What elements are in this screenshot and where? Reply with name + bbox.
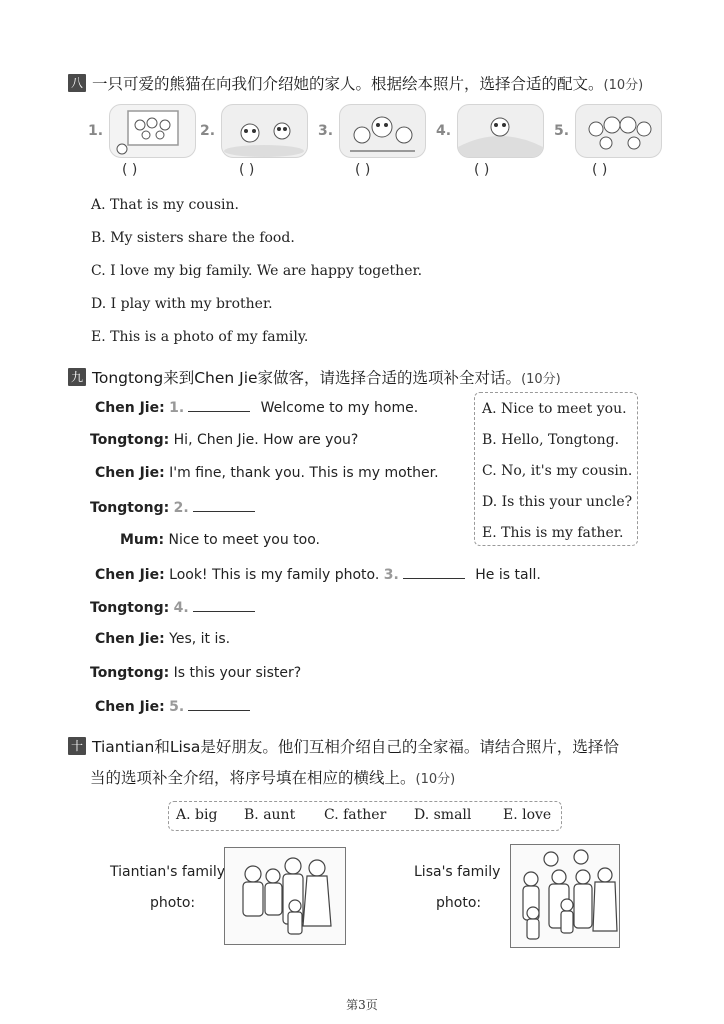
picture-number: 5. bbox=[554, 123, 570, 139]
speaker: Chen Jie: bbox=[95, 631, 165, 647]
section-8-score: (10分) bbox=[603, 77, 644, 93]
line-text: Welcome to my home. bbox=[260, 400, 419, 416]
answer-bracket-5[interactable]: ( ) bbox=[592, 162, 608, 178]
lisa-caption-line2: photo: bbox=[436, 895, 482, 911]
speaker: Tongtong: bbox=[90, 432, 170, 448]
section-10-instruction-line1: Tiantian和Lisa是好朋友。他们互相介绍自己的全家福。请结合照片，选择恰 bbox=[92, 738, 619, 756]
word-e: E. love bbox=[503, 807, 552, 823]
speaker: Chen Jie: bbox=[95, 400, 165, 416]
line-text: I'm fine, thank you. This is my mother. bbox=[169, 465, 439, 481]
section-9-badge: 九 bbox=[68, 368, 86, 386]
tiantian-family-photo-icon bbox=[224, 847, 346, 945]
speaker: Chen Jie: bbox=[95, 465, 165, 481]
box-option-a: A. Nice to meet you. bbox=[482, 401, 627, 417]
pandas-playing-icon bbox=[221, 104, 308, 158]
blank-number: 5. bbox=[169, 699, 185, 715]
speaker: Tongtong: bbox=[90, 600, 170, 616]
speaker: Chen Jie: bbox=[95, 699, 165, 715]
line-text: Look! This is my family photo. bbox=[169, 567, 380, 583]
line-text: Hi, Chen Jie. How are you? bbox=[173, 432, 359, 448]
dialogue-line-5 bbox=[120, 532, 320, 548]
option-b: B. My sisters share the food. bbox=[91, 230, 295, 246]
answer-bracket-3[interactable]: ( ) bbox=[355, 162, 371, 178]
section-8-instruction: 一只可爱的熊猫在向我们介绍她的家人。根据绘本照片，选择合适的配文。 bbox=[92, 75, 604, 93]
line-text: Is this your sister? bbox=[173, 665, 302, 681]
word-c: C. father bbox=[324, 807, 387, 823]
picture-item-1 bbox=[88, 104, 196, 158]
dialogue-line-10 bbox=[95, 698, 256, 715]
answer-bracket-2[interactable]: ( ) bbox=[239, 162, 255, 178]
section-8-badge: 八 bbox=[68, 74, 86, 92]
line-text: He is tall. bbox=[475, 567, 541, 583]
picture-item-3 bbox=[318, 104, 426, 158]
blank-number: 2. bbox=[173, 500, 189, 516]
panda-family-photo-icon bbox=[109, 104, 196, 158]
panda-big-family-icon bbox=[575, 104, 662, 158]
option-a: A. That is my cousin. bbox=[91, 197, 239, 213]
answer-bracket-1[interactable]: ( ) bbox=[122, 162, 138, 178]
lisa-caption-line1: Lisa's family bbox=[414, 864, 501, 880]
answer-blank-5[interactable] bbox=[188, 698, 250, 711]
speaker: Tongtong: bbox=[90, 500, 170, 516]
speaker: Chen Jie: bbox=[95, 567, 165, 583]
section-9-title bbox=[68, 366, 561, 388]
section-9-instruction: Tongtong来到Chen Jie家做客，请选择合适的选项补全对话。 bbox=[92, 369, 522, 387]
option-c: C. I love my big family. We are happy together. bbox=[91, 263, 423, 279]
picture-number: 3. bbox=[318, 123, 334, 139]
section-10-title bbox=[68, 735, 619, 757]
option-d: D. I play with my brother. bbox=[91, 296, 273, 312]
box-option-c: C. No, it's my cousin. bbox=[482, 463, 633, 479]
lisa-family-photo-icon bbox=[510, 844, 620, 948]
picture-number: 1. bbox=[88, 123, 104, 139]
speaker: Tongtong: bbox=[90, 665, 170, 681]
picture-item-2 bbox=[200, 104, 308, 158]
blank-number: 3. bbox=[383, 567, 399, 583]
blank-number: 4. bbox=[173, 600, 189, 616]
section-10-score: (10分) bbox=[415, 772, 456, 787]
answer-bracket-4[interactable]: ( ) bbox=[474, 162, 490, 178]
dialogue-line-9 bbox=[90, 665, 301, 681]
picture-item-5 bbox=[554, 104, 662, 158]
line-text: Nice to meet you too. bbox=[168, 532, 320, 548]
tiantian-caption-line1: Tiantian's family bbox=[110, 864, 226, 880]
section-9-score: (10分) bbox=[521, 371, 561, 387]
section-10-instruction-line2-wrap bbox=[90, 766, 455, 788]
tiantian-caption-line2: photo: bbox=[150, 895, 196, 911]
picture-number: 2. bbox=[200, 123, 216, 139]
option-e: E. This is a photo of my family. bbox=[91, 329, 309, 345]
page-number: 第3页 bbox=[346, 998, 378, 1012]
box-option-d: D. Is this your uncle? bbox=[482, 494, 633, 510]
picture-row bbox=[88, 104, 668, 164]
speaker: Mum: bbox=[120, 532, 165, 548]
box-option-e: E. This is my father. bbox=[482, 525, 624, 541]
picture-item-4 bbox=[436, 104, 544, 158]
dialogue-line-4 bbox=[90, 499, 261, 516]
dialogue-line-3 bbox=[95, 465, 439, 481]
blank-number: 1. bbox=[169, 400, 185, 416]
dialogue-line-6 bbox=[95, 566, 541, 583]
box-option-b: B. Hello, Tongtong. bbox=[482, 432, 620, 448]
section-10-instruction-line2: 当的选项补全介绍，将序号填在相应的横线上。 bbox=[90, 769, 416, 787]
answer-blank-3[interactable] bbox=[403, 566, 465, 579]
dialogue-line-7 bbox=[90, 599, 261, 616]
word-d: D. small bbox=[414, 807, 472, 823]
dialogue-line-2 bbox=[90, 432, 358, 448]
section-8-title bbox=[68, 72, 643, 94]
pandas-sharing-food-icon bbox=[339, 104, 426, 158]
dialogue-line-8 bbox=[95, 631, 230, 647]
word-b: B. aunt bbox=[244, 807, 296, 823]
picture-number: 4. bbox=[436, 123, 452, 139]
answer-blank-2[interactable] bbox=[193, 499, 255, 512]
dialogue-line-1 bbox=[95, 399, 418, 416]
answer-blank-1[interactable] bbox=[188, 399, 250, 412]
panda-hill-icon bbox=[457, 104, 544, 158]
answer-blank-4[interactable] bbox=[193, 599, 255, 612]
word-a: A. big bbox=[176, 807, 218, 823]
section-10-badge: 十 bbox=[68, 737, 86, 755]
line-text: Yes, it is. bbox=[169, 631, 231, 647]
